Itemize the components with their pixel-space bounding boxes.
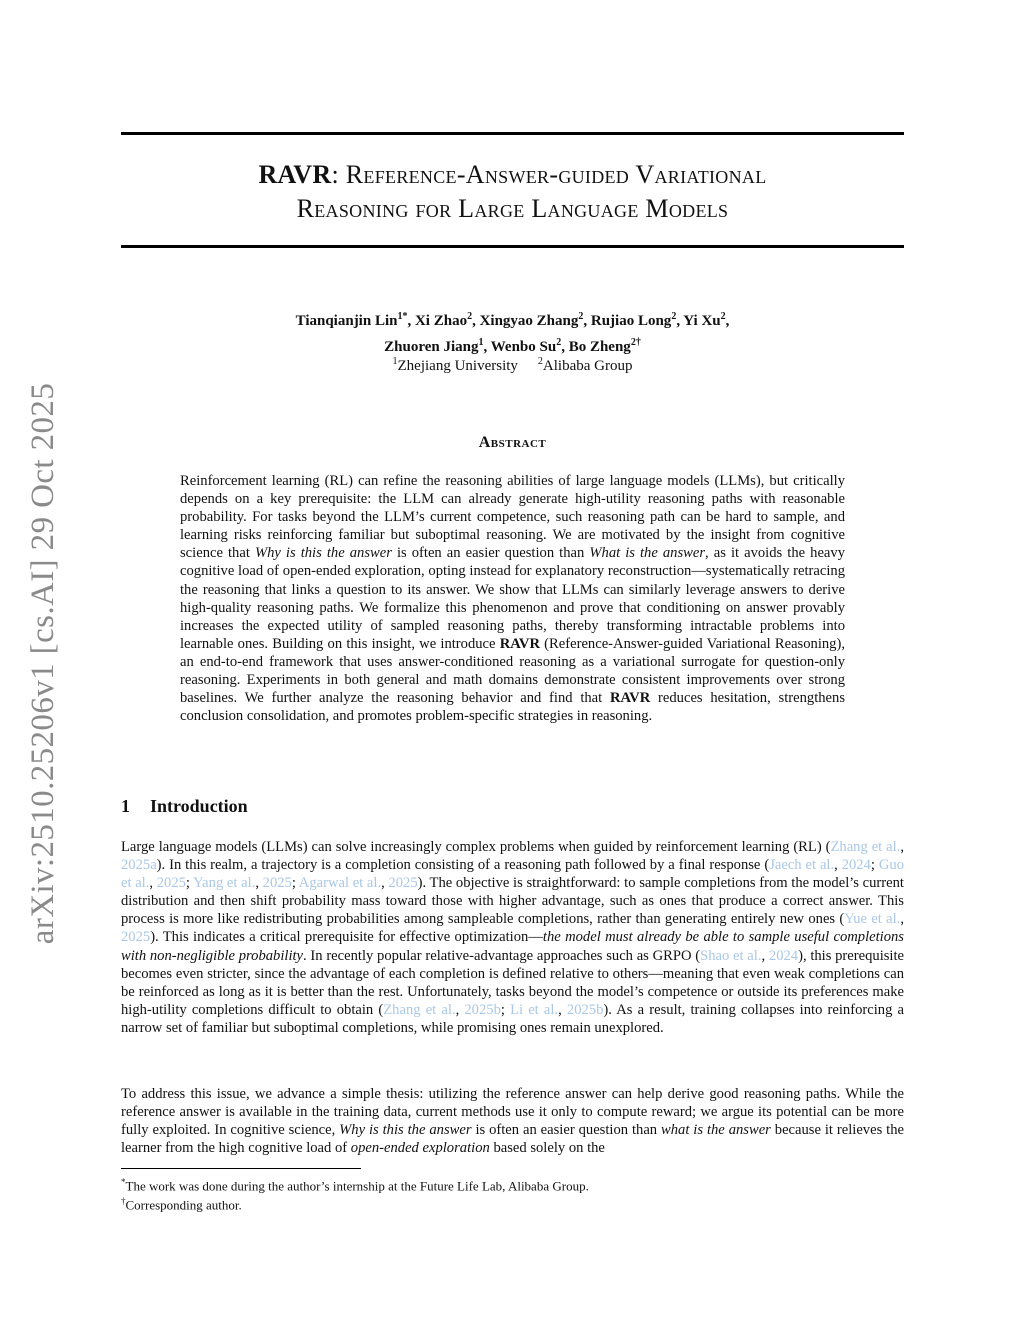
footnote-text: Corresponding author.: [125, 1197, 242, 1213]
text-run: To address this issue, we advance a simple thesis: utilizing the reference answer can help derive good reasoning paths. While the reference answer is available in the training data, current methods use it only to compute reward; we argue its potential can be more fully exploited. In cognitive science,: [121, 1086, 904, 1139]
emphasis-text: open-ended exploration: [350, 1140, 490, 1157]
author-name: Bo Zheng: [568, 339, 631, 355]
emphasis-text: Why is this the answer: [254, 545, 392, 562]
arxiv-stamp: [16, 378, 72, 948]
author-line-1: [121, 306, 904, 332]
footnote-text: The work was done during the author’s internship at the Future Life Lab, Alibaba Group.: [125, 1178, 589, 1194]
text-run: ,: [381, 875, 389, 892]
citation-link[interactable]: 2025b: [464, 1001, 501, 1018]
title-line2: Reasoning for Large Language Models: [296, 194, 729, 223]
author-affil-mark: 2: [720, 311, 726, 322]
text-run: ;: [870, 857, 879, 874]
author-separator: ,: [407, 313, 415, 329]
text-run: is often an easier question than: [471, 1122, 662, 1139]
title-rule-top: [121, 132, 904, 135]
citation-link[interactable]: 2025: [262, 875, 292, 892]
footnote: [121, 1174, 589, 1194]
footnote: [121, 1193, 242, 1213]
author-affil-mark: 2†: [630, 337, 641, 348]
author-separator: ,: [676, 313, 684, 329]
author-separator: ,: [483, 339, 491, 355]
author-affil-mark: 2: [556, 337, 562, 348]
citation-link[interactable]: 2025: [156, 875, 186, 892]
text-run: Large language models (LLMs) can solve increasingly complex problems when guided by reinforcement learning (RL) (: [121, 839, 831, 855]
bold-text: RAVR: [499, 635, 540, 652]
section-number: 1: [121, 796, 130, 816]
text-run: ). The objective is straightforward: to sample completions from the model’s current distribution and then shift probability mass toward those with higher advantage, such as ones that produce a correct answer. This process is more like redistributing probabilities among sampleable completions, rather than generating entirely new ones (: [121, 875, 904, 928]
bold-text: RAVR: [609, 690, 651, 707]
citation-link[interactable]: 2025: [388, 875, 418, 892]
text-run: ,: [558, 1001, 567, 1018]
emphasis-text: Why is this the answer: [339, 1122, 472, 1139]
citation-link[interactable]: Shao et al.: [700, 947, 762, 964]
text-run: ;: [500, 1001, 511, 1018]
section-heading: [121, 796, 248, 817]
author-list: [121, 306, 904, 358]
affiliation-name: Zhejiang University: [397, 358, 518, 374]
text-run: ;: [291, 875, 299, 892]
footnote-mark: *: [121, 1177, 126, 1187]
citation-link[interactable]: 2025: [121, 929, 151, 946]
author-separator: ,: [472, 313, 480, 329]
text-run: ), this prerequisite becomes even stricter, since the advantage of each completion is defined relative to others—meaning that even weak completions can be reinforced as long as it is better than the rest. Unfortunately, tasks beyond the model’s competence or outside its preferences make high-utility completions difficult to obtain (: [121, 947, 905, 1018]
citation-link[interactable]: 2025b: [566, 1001, 604, 1018]
citation-link[interactable]: 2024: [841, 857, 871, 874]
text-run: ). As a result, training collapses into reinforcing a narrow set of familiar but suboptimal completions, while promising ones remain unexplored.: [121, 1001, 905, 1036]
text-run: is often an easier question than: [391, 545, 590, 562]
text-run: because it relieves the learner from the high cognitive load of: [121, 1122, 905, 1157]
text-run: reduces hesitation, strengthens conclusion consolidation, and promotes problem-specific strategies in reasoning.: [180, 690, 845, 725]
text-run: ,: [900, 839, 904, 855]
title-line1: : Reference-Answer-guided Variational: [331, 160, 767, 189]
title-acronym: RAVR: [258, 160, 332, 189]
text-run: (Reference-Answer-guided Variational Reasoning), an end-to-end framework that uses answer-conditioned reasoning as a variational surrogate for question-only reasoning. Experiments in both general and math domains demonstrate consistent improvements over strong baselines. We further analyze the reasoning behavior and find that: [180, 635, 845, 707]
author-affil-mark: 1: [478, 337, 484, 348]
citation-link[interactable]: Guo et al.: [121, 857, 904, 892]
author-separator: ,: [725, 313, 730, 329]
emphasis-text: what is the answer: [661, 1122, 771, 1139]
footnote-rule: [121, 1168, 361, 1169]
affiliations: [121, 356, 904, 375]
text-run: ,: [455, 1001, 465, 1018]
citation-link[interactable]: 2024: [768, 947, 799, 964]
author-affil-mark: 2: [671, 311, 677, 322]
author-separator: ,: [583, 313, 591, 329]
text-run: ;: [185, 875, 194, 892]
body-paragraph: [121, 1085, 904, 1157]
citation-link[interactable]: 2025a: [121, 857, 157, 874]
author-affil-mark: 1*: [397, 311, 408, 322]
citation-link[interactable]: Yue et al.: [844, 911, 901, 928]
citation-link[interactable]: Li et al.: [510, 1001, 559, 1018]
text-run: ). In this realm, a trajectory is a completion consisting of a reasoning path followed by a final response (: [156, 857, 770, 874]
affiliation-mark: 1: [392, 356, 398, 367]
emphasis-text: What is the answer: [589, 545, 706, 562]
text-run: ). This indicates a critical prerequisite for effective optimization—: [150, 929, 543, 946]
citation-link[interactable]: Yang et al.: [193, 875, 256, 892]
text-run: ,: [761, 947, 769, 964]
emphasis-text: the model must already be able to sample useful completions with non-negligible probability: [121, 929, 904, 964]
text-run: , as it avoids the heavy cognitive load of open-ended exploration, opting instead for explanatory reconstruction—systematically retracing the reasoning that links a question to its answer. We show that LLMs can similarly leverage answers to derive high-quality reasoning paths. We formalize this phenomenon and prove that conditioning on answer provably increases the expected utility of sampled reasoning paths, thereby transforming intractable problems into learnable ones. Building on this insight, we introduce: [180, 545, 845, 652]
citation-link[interactable]: Jaech et al.: [769, 857, 835, 874]
abstract-heading: Abstract: [478, 434, 547, 451]
section-title: Introduction: [150, 796, 248, 816]
paper-title: [121, 158, 904, 226]
text-run: . In recently popular relative-advantage approaches such as GRPO (: [303, 947, 701, 964]
citation-link[interactable]: Zhang et al.: [830, 839, 901, 855]
author-line-2: [121, 332, 904, 358]
author-name: Tianqianjin Lin: [295, 313, 398, 329]
author-name: Xi Zhao: [414, 313, 468, 329]
abstract-body: [180, 472, 845, 725]
affiliation-name: Alibaba Group: [542, 358, 633, 374]
text-run: ,: [149, 875, 157, 892]
text-run: Reinforcement learning (RL) can refine the reasoning abilities of large language models (LLMs), but critically depends on a key prerequisite: the LLM can already generate high-utility reasoning paths with reasonable probability. For tasks beyond the LLM’s current competence, such reasoning path can be hard to sample, and learning risks reinforcing familiar but suboptimal reasoning. We are motivated by the insight from cognitive science that: [180, 473, 845, 562]
body-paragraph: [121, 838, 904, 1037]
author-name: Rujiao Long: [590, 313, 672, 329]
arxiv-stamp-text: arXiv:2510.25206v1 [cs.AI] 29 Oct 2025: [25, 382, 62, 944]
citation-link[interactable]: Zhang et al.: [383, 1001, 456, 1018]
author-affil-mark: 2: [467, 311, 473, 322]
author-affil-mark: 2: [578, 311, 584, 322]
title-rule-bottom: [121, 245, 904, 248]
text-run: ,: [834, 857, 842, 874]
author-name: Zhuoren Jiang: [384, 339, 479, 355]
author-name: Xingyao Zhang: [479, 313, 579, 329]
author-separator: ,: [561, 339, 569, 355]
affiliation-mark: 2: [537, 356, 543, 367]
citation-link[interactable]: Agarwal et al.: [298, 875, 382, 892]
text-run: based solely on the: [489, 1140, 605, 1157]
author-name: Wenbo Su: [490, 339, 557, 355]
footnote-mark: †: [121, 1196, 126, 1206]
author-name: Yi Xu: [683, 313, 721, 329]
text-run: ,: [255, 875, 263, 892]
text-run: ,: [900, 911, 904, 928]
